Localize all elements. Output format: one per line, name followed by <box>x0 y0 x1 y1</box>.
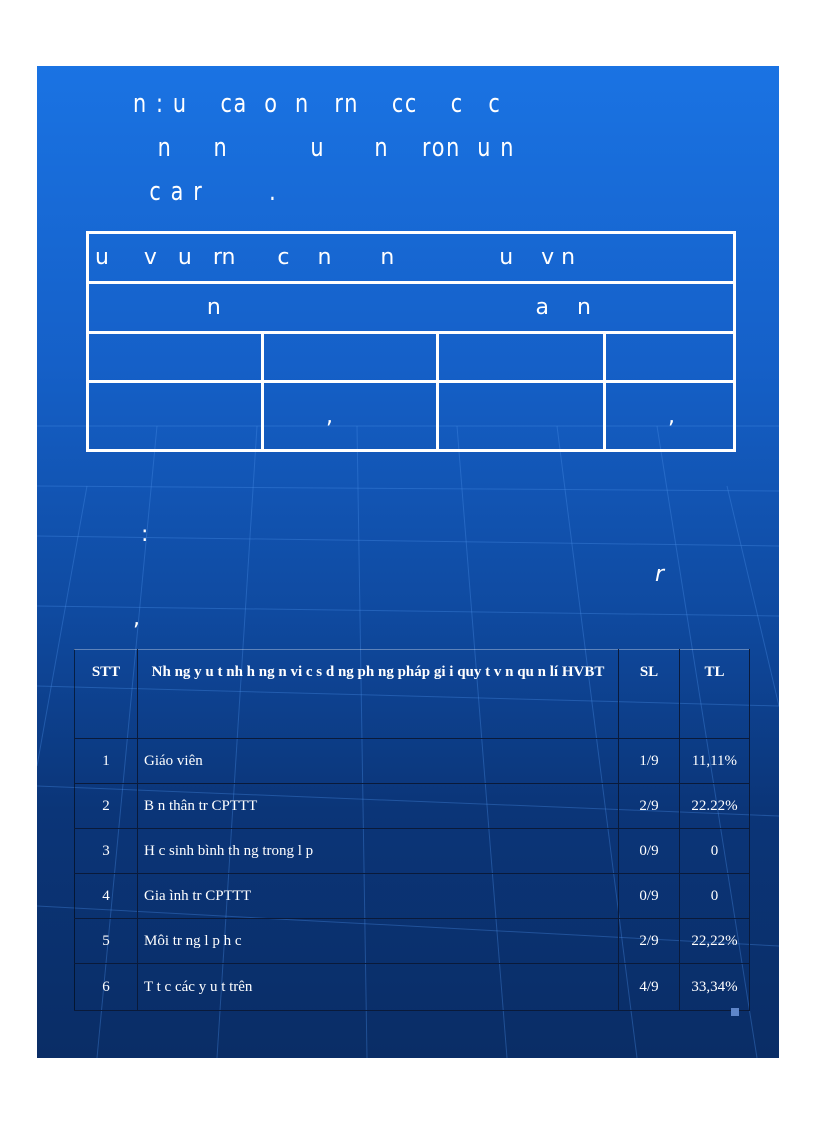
summary-cell <box>88 333 263 382</box>
cell-tl: 11,11% <box>680 739 750 784</box>
cell-stt: 4 <box>75 874 138 919</box>
slide <box>37 66 779 1058</box>
summary-cell <box>438 333 605 382</box>
cell-factor: B n thân tr CPTTT <box>138 784 619 829</box>
summary-cell: , <box>605 382 735 451</box>
cell-tl: 22.22% <box>680 784 750 829</box>
summary-cell <box>438 382 605 451</box>
cell-sl: 1/9 <box>619 739 680 784</box>
title-line-1: n : u ca o n rn cc c c <box>133 89 502 119</box>
summary-cell <box>88 382 263 451</box>
cell-stt: 5 <box>75 919 138 964</box>
table-row <box>75 739 750 784</box>
summary-subheader-row: n a n <box>88 283 735 333</box>
cell-sl: 0/9 <box>619 874 680 919</box>
table-row <box>75 919 750 964</box>
cell-tl: 33,34% <box>680 964 750 1011</box>
summary-cell <box>263 333 438 382</box>
cell-sl: 2/9 <box>619 919 680 964</box>
slide-title <box>133 82 629 214</box>
summary-header-row: u v u rn c n n u v n <box>88 233 735 283</box>
cell-factor: H c sinh bình th ng trong l p <box>138 829 619 874</box>
cell-tl: 0 <box>680 874 750 919</box>
table-row <box>75 874 750 919</box>
note-comma: , <box>133 606 140 631</box>
cell-factor: Môi tr ng l p h c <box>138 919 619 964</box>
summary-cell <box>605 333 735 382</box>
table-row <box>75 829 750 874</box>
cell-sl: 4/9 <box>619 964 680 1011</box>
header-tl: TL <box>680 650 750 739</box>
cell-factor: T t c các y u t trên <box>138 964 619 1011</box>
cell-stt: 2 <box>75 784 138 829</box>
factors-table <box>74 649 750 1011</box>
header-sl: SL <box>619 650 680 739</box>
cell-stt: 1 <box>75 739 138 784</box>
cell-stt: 6 <box>75 964 138 1011</box>
note-r: r <box>655 562 665 587</box>
cell-sl: 0/9 <box>619 829 680 874</box>
title-line-2: n n u n ron u n <box>133 133 516 163</box>
summary-cell: , <box>263 382 438 451</box>
slide-corner-mark <box>731 1008 739 1016</box>
cell-factor: Giáo viên <box>138 739 619 784</box>
table-row <box>75 784 750 829</box>
note-colon: : <box>141 522 149 547</box>
header-factor: Nh ng y u t nh h ng n vi c s d ng ph ng pháp gi i quy t v n qu n lí HVBT <box>138 650 619 739</box>
summary-table <box>86 231 736 452</box>
title-line-3: c a r . <box>133 177 278 207</box>
cell-sl: 2/9 <box>619 784 680 829</box>
cell-tl: 0 <box>680 829 750 874</box>
header-stt: STT <box>75 650 138 739</box>
cell-stt: 3 <box>75 829 138 874</box>
table-row <box>75 964 750 1011</box>
cell-factor: Gia ình tr CPTTT <box>138 874 619 919</box>
cell-tl: 22,22% <box>680 919 750 964</box>
